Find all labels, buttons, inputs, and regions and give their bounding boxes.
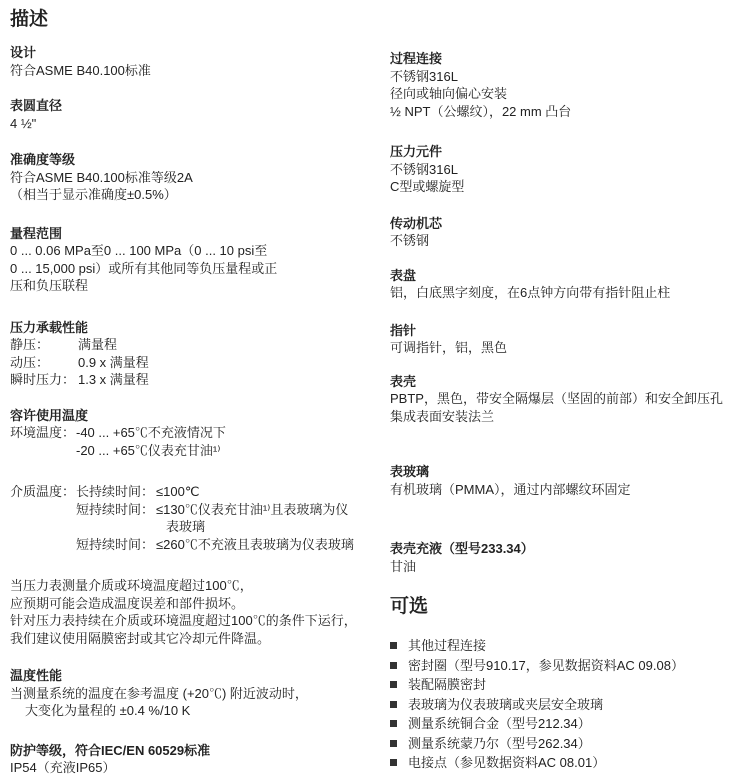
medium-temp-row — [10, 536, 382, 554]
section-pressure-limit — [10, 319, 382, 389]
section-line: C型或螺旋型 — [390, 179, 465, 194]
section-line: 有机玻璃（PMMA），通过内部螺纹环固定 — [390, 481, 631, 497]
options-title: 可选 — [390, 596, 429, 617]
section-heading: 量程范围 — [10, 225, 63, 241]
section-line: IP54（充液IP65） — [10, 760, 116, 775]
section-accuracy — [10, 151, 382, 204]
section-heading: 准确度等级 — [10, 152, 76, 167]
pressure-row — [10, 336, 382, 354]
row-value: -40 ... +65℃不充液情况下 — [76, 425, 226, 440]
section-heading: 压力元件 — [390, 144, 443, 159]
row-sublabel: 长持续时间： — [76, 484, 155, 499]
ambient-temp-row — [10, 424, 382, 442]
row-value: ≤260℃不充液且表玻璃为仪表玻璃 — [156, 536, 354, 552]
section-dial-size — [10, 97, 382, 132]
section-line: 铝，白底黑字刻度，在6点钟方向带有指针阻止柱 — [390, 285, 671, 300]
row-label: 动压： — [10, 354, 50, 370]
bullet-square-icon — [390, 642, 397, 649]
row-label: 介质温度： — [10, 484, 76, 499]
note-line: 针对压力表持续在介质或环境温度超过100℃的条件下运行， — [10, 613, 357, 628]
bullet-square-icon — [390, 759, 397, 766]
row-label-spacer — [10, 501, 76, 519]
row-value: ≤130℃仪表充甘油¹⁾且表玻璃为仪 — [156, 501, 349, 517]
pressure-row — [10, 354, 382, 372]
list-item — [390, 753, 742, 773]
ambient-temp-row — [10, 442, 382, 460]
section-dial — [390, 267, 742, 302]
section-movement — [390, 215, 742, 250]
row-label: 瞬时压力： — [10, 372, 76, 387]
options-list — [390, 636, 742, 773]
row-label: 静压： — [10, 337, 50, 352]
row-value: 0.9 x 满量程 — [78, 354, 149, 370]
option-label: 电接点（参见数据资料AC 08.01） — [408, 755, 606, 770]
note-line: 应预期可能会造成温度误差和部件损坏。 — [10, 595, 245, 611]
section-heading: 表盘 — [390, 267, 417, 283]
row-sublabel-spacer — [76, 518, 156, 536]
option-label: 表玻璃为仪表玻璃或夹层安全玻璃 — [408, 696, 604, 712]
bullet-square-icon — [390, 681, 397, 688]
list-item — [390, 656, 742, 676]
bullet-square-icon — [390, 662, 397, 669]
list-item — [390, 714, 742, 734]
section-temp-performance — [10, 667, 382, 720]
section-heading: 指针 — [390, 322, 417, 338]
row-label-spacer — [10, 518, 76, 536]
section-heading: 过程连接 — [390, 51, 443, 66]
section-heading: 表圆直径 — [10, 98, 63, 113]
section-range — [10, 225, 382, 295]
right-column — [390, 8, 742, 773]
list-item — [390, 695, 742, 715]
section-case — [390, 373, 742, 426]
bullet-square-icon — [390, 720, 397, 727]
section-line: 符合ASME B40.100标准 — [10, 62, 151, 78]
section-line: 不锈钢 — [390, 233, 430, 248]
section-line: 集成表面安装法兰 — [390, 408, 495, 424]
option-label: 装配隔膜密封 — [408, 677, 487, 692]
option-label: 测量系统铜合金（型号212.34） — [408, 716, 591, 731]
row-value: 1.3 x 满量程 — [78, 372, 149, 387]
section-line: PBTP，黑色，带安全隔爆层（坚固的前部）和安全卸压孔 — [390, 391, 723, 406]
section-line: 甘油 — [390, 558, 417, 574]
section-line: 大变化为量程的 ±0.4 %/10 K — [25, 703, 191, 718]
medium-temp-row — [10, 483, 382, 501]
page-title: 描述 — [10, 9, 49, 30]
row-sublabel: 短持续时间： — [76, 501, 155, 517]
option-label: 其他过程连接 — [408, 638, 487, 653]
section-line: 压和负压联程 — [10, 278, 89, 293]
option-label: 测量系统蒙乃尔（型号262.34） — [408, 735, 591, 751]
left-column — [10, 8, 382, 777]
medium-temp-row — [10, 501, 382, 519]
row-label-spacer — [10, 536, 76, 554]
row-label: 环境温度： — [10, 425, 76, 440]
pressure-row — [10, 371, 382, 389]
section-process-connection — [390, 50, 742, 120]
section-line: 不锈钢316L — [390, 161, 458, 177]
section-line: 不锈钢316L — [390, 68, 458, 84]
section-heading: 表玻璃 — [390, 464, 430, 479]
row-value: -20 ... +65℃仪表充甘油¹⁾ — [76, 442, 221, 458]
list-item — [390, 734, 742, 754]
section-line: 4 ½" — [10, 115, 37, 131]
section-heading: 容许使用温度 — [10, 407, 89, 423]
section-heading: 温度性能 — [10, 668, 63, 683]
bullet-square-icon — [390, 740, 397, 747]
medium-temp-row — [10, 518, 382, 536]
section-heading: 压力承载性能 — [10, 319, 89, 335]
section-line: 当测量系统的温度在参考温度 (+20℃) 附近波动时， — [10, 685, 308, 701]
section-heading: 设计 — [10, 45, 37, 60]
section-window — [390, 463, 742, 498]
section-pointer — [390, 322, 742, 357]
section-line: 0 ... 0.06 MPa至0 ... 100 MPa（0 ... 10 psi至 — [10, 243, 268, 258]
section-design — [10, 44, 382, 79]
row-value: ≤100℃ — [156, 484, 200, 499]
row-value-continuation: 表玻璃 — [166, 519, 206, 534]
section-temperature — [10, 407, 382, 554]
section-line: 可调指针，铝，黑色 — [390, 340, 508, 355]
section-line: 符合ASME B40.100标准等级2A — [10, 169, 193, 185]
section-temp-note — [10, 577, 382, 647]
bullet-square-icon — [390, 701, 397, 708]
section-pressure-element — [390, 143, 742, 196]
row-label-spacer — [10, 442, 76, 460]
section-heading: 传动机芯 — [390, 215, 443, 231]
note-line: 我们建议使用隔膜密封或其它冷却元件降温。 — [10, 630, 271, 646]
section-ingress-protection — [10, 742, 382, 777]
section-heading: 防护等级，符合IEC/EN 60529标准 — [10, 742, 211, 758]
section-line: ½ NPT（公螺纹），22 mm 凸台 — [390, 103, 572, 119]
note-line: 当压力表测量介质或环境温度超过100℃， — [10, 578, 253, 593]
list-item — [390, 675, 742, 695]
section-line: （相当于显示准确度±0.5%） — [10, 187, 177, 202]
section-line: 径向或轴向偏心安装 — [390, 86, 508, 101]
section-heading: 表壳充液（型号233.34） — [390, 541, 534, 556]
section-heading: 表壳 — [390, 373, 417, 389]
section-case-filling — [390, 540, 742, 575]
option-label: 密封圈（型号910.17，参见数据资料AC 09.08） — [408, 657, 684, 673]
row-value: 满量程 — [78, 337, 118, 352]
list-item — [390, 636, 742, 656]
row-sublabel: 短持续时间： — [76, 536, 155, 552]
section-line: 0 ... 15,000 psi）或所有其他同等负压量程或正 — [10, 260, 278, 276]
